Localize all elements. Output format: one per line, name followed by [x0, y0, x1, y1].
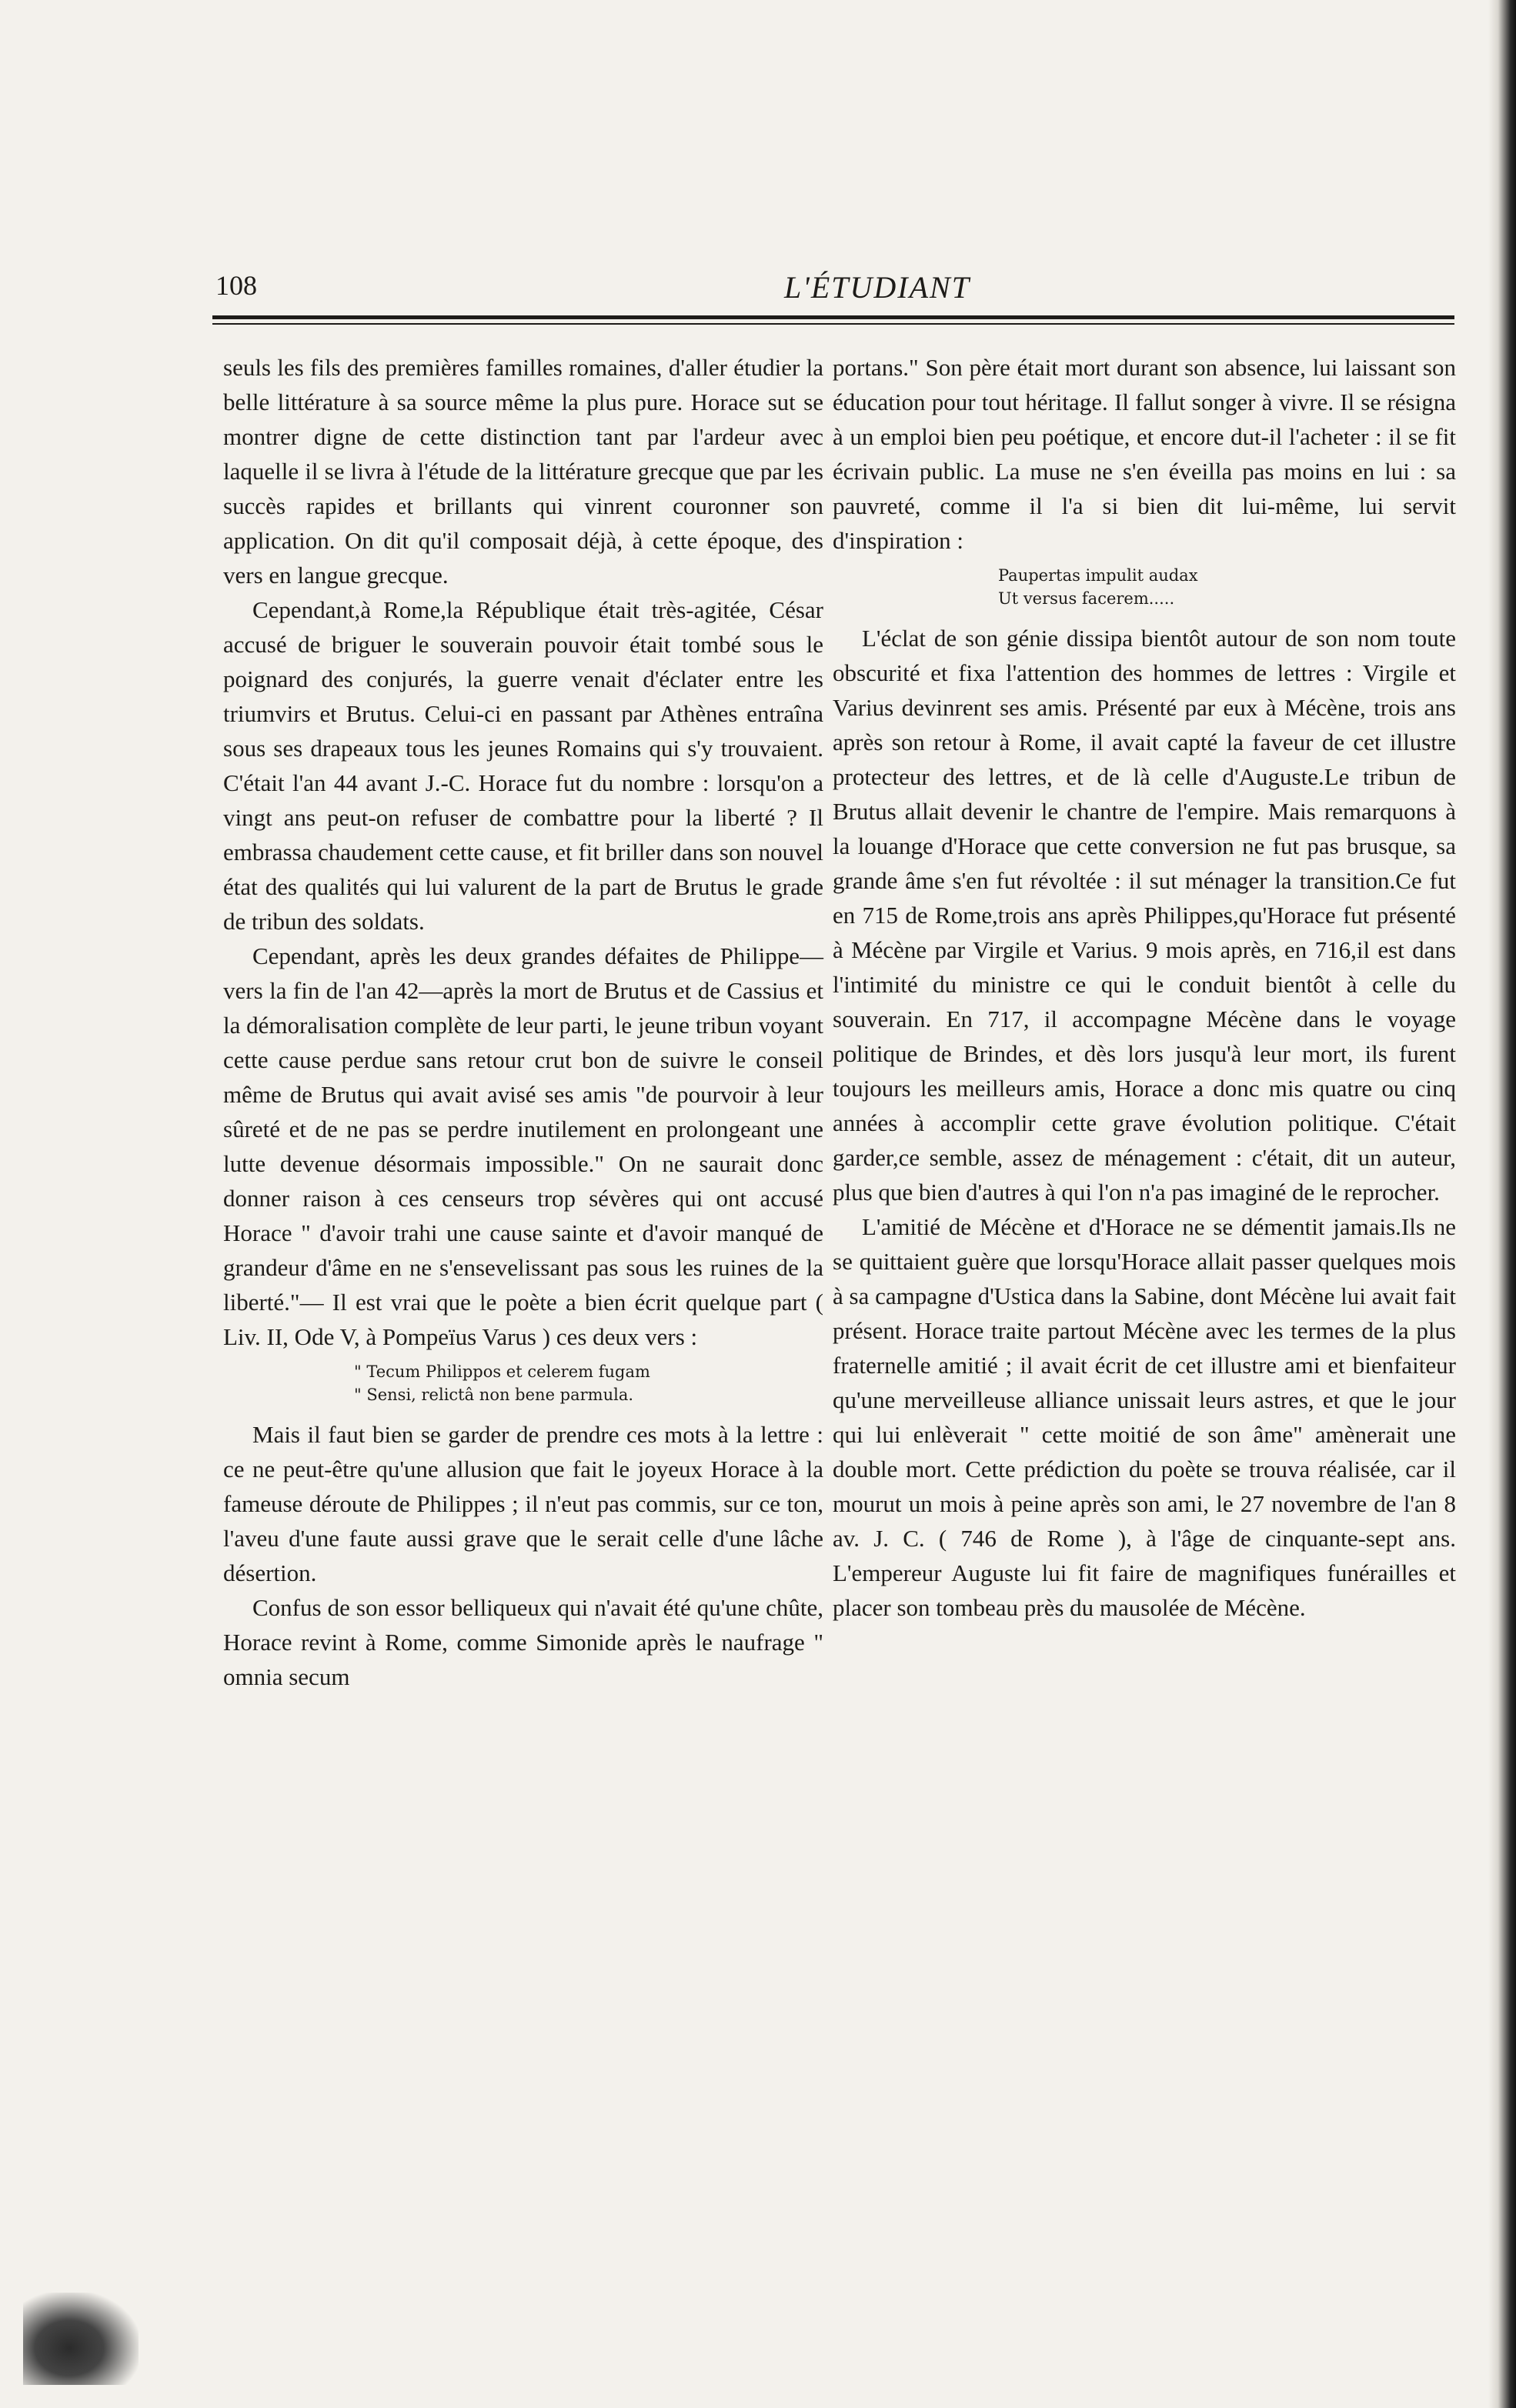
quote-line: " Tecum Philippos et celerem fugam — [354, 1362, 650, 1381]
header-rule-thick — [212, 315, 1454, 319]
left-column — [223, 350, 823, 1694]
paragraph: Confus de son essor belliqueux qui n'avait été qu'une chûte, Horace revint à Rome, comme Simonide après le naufrage " omnia secum — [223, 1594, 823, 1690]
page-header — [215, 269, 1454, 315]
paragraph: portans." Son père était mort durant son absence, lui laissant son éducation pour tout héritage. Il fallut songer à vivre. Il se résigna à un emploi bien peu poétique, et encore dut-il l'acheter : il se fit écrivain public. La muse ne s'en éveilla pas moins en lui : sa pauvreté, comme il l'a si bien dit lui-même, lui servit d'inspiration : — [833, 354, 1456, 554]
ink-blot — [23, 2293, 139, 2385]
header-rule-thin — [212, 323, 1454, 325]
paragraph: Cependant, après les deux grandes défaites de Philippe—vers la fin de l'an 42—après la mort de Brutus et de Cassius et la démoralisation complète de leur parti, le jeune tribun voyant cette cause perdue sans retour crut bon de suivre le conseil même de Brutus qui avait avisé ses amis "de pourvoir à leur sûreté et de ne pas se perdre inutilement en prolongeant une lutte devenue désormais impossible." On ne saurait donc donner raison à ces censeurs trop sévères qui ont accusé Horace " d'avoir trahi une cause sainte et d'avoir manqué de grandeur d'âme en ne s'ensevelissant pas sous les ruines de la liberté."— Il est vrai que le poète a bien écrit quelque part ( Liv. II, Ode V, à Pompeïus Varus ) ces deux vers : — [223, 942, 823, 1350]
page-number: 108 — [215, 270, 257, 301]
latin-quote — [223, 1360, 823, 1406]
right-column — [833, 350, 1456, 1625]
paragraph: Cependant,à Rome,la République était très-agitée, César accusé de briguer le souverain pouvoir était tombé sous le poignard des conjurés, la guerre venait d'éclater entre les triumvirs et Brutus. Celui-ci en passant par Athènes entraîna sous ses drapeaux tous les jeunes Romains qui s'y trouvaient. C'était l'an 44 avant J.-C. Horace fut du nombre : lorsqu'on a vingt ans peut-on refuser de combattre pour la liberté ? Il embrassa chaudement cette cause, et fit briller dans son nouvel état des qualités qui lui valurent de la part de Brutus le grade de tribun des soldats. — [223, 596, 823, 935]
page-edge-shadow — [1488, 0, 1516, 2408]
paragraph: L'éclat de son génie dissipa bientôt autour de son nom toute obscurité et fixa l'attention des hommes de lettres : Virgile et Varius devinrent ses amis. Présenté par eux à Mécène, trois ans après son retour à Rome, il avait capté la faveur de cet illustre protecteur des lettres, et de là celle d'Auguste.Le tribun de Brutus allait devenir le chantre de l'empire. Mais remarquons à la louange d'Horace que cette conversion ne fut pas brusque, sa grande âme s'en fut révoltée : il sut ménager la transition.Ce fut en 715 de Rome,trois ans après Philippes,qu'Horace fut présenté à Mécène par Virgile et Varius. 9 mois après, en 716,il est dans l'intimité du ministre ce qui le conduit bientôt à celle du souverain. En 717, il accompagne Mécène dans le voyage politique de Brindes, et dès lors jusqu'à leur mort, ils furent toujours les meilleurs amis, Horace a donc mis quatre ou cinq années à accomplir cette grave évolution politique. C'était garder,ce semble, assez de ménagement : c'était, dit un auteur, plus que bien d'autres à qui l'on n'a pas imaginé de le reprocher. — [833, 625, 1456, 1206]
latin-quote — [833, 564, 1456, 610]
quote-line: " Sensi, relictâ non bene parmula. — [354, 1386, 634, 1404]
quote-line: Ut versus facerem..... — [998, 589, 1175, 608]
quote-line: Paupertas impulit audax — [998, 566, 1198, 585]
paragraph: Mais il faut bien se garder de prendre ces mots à la lettre : ce ne peut-être qu'une allusion que fait le joyeux Horace à la fameuse déroute de Philippes ; il n'eut pas commis, sur ce ton, l'aveu d'une faute aussi grave que le serait celle d'une lâche désertion. — [223, 1421, 823, 1586]
paragraph: L'amitié de Mécène et d'Horace ne se démentit jamais.Ils ne se quittaient guère que lorsqu'Horace allait passer quelques mois à sa campagne d'Ustica dans la Sabine, dont Mécène lui avait fait présent. Horace traite partout Mécène avec les termes de la plus fraternelle amitié ; il avait écrit de cet illustre ami et bienfaiteur qu'une merveilleuse alliance unissait leurs astres, et que le jour qui lui enlèverait " cette moitié de son âme" amènerait une double mort. Cette prédiction du poète se trouva réalisée, car il mourut un mois à peine après son ami, le 27 novembre de l'an 8 av. J. C. ( 746 de Rome ), à l'âge de cinquante-sept ans. L'empereur Auguste lui fit faire de magnifiques funérailles et placer son tombeau près du mausolée de Mécène. — [833, 1213, 1456, 1621]
running-title: L'ÉTUDIANT — [784, 270, 970, 305]
paragraph: seuls les fils des premières familles romaines, d'aller étudier la belle littérature à sa source même la plus pure. Horace sut se montrer digne de cette distinction tant par l'ardeur avec laquelle il se livra à l'étude de la littérature grecque que par les succès rapides et brillants qui vinrent couronner son application. On dit qu'il composait déjà, à cette époque, des vers en langue grecque. — [223, 354, 823, 589]
